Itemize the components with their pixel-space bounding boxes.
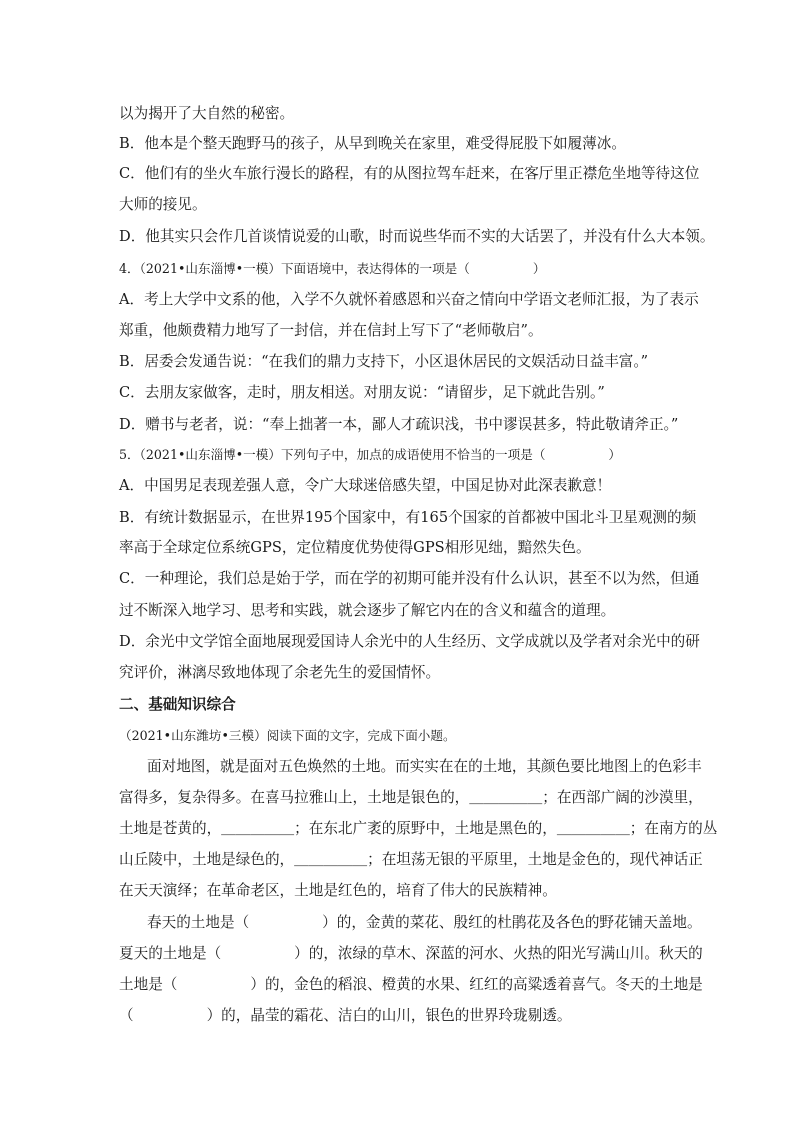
- q5-option-d: D．余光中文学馆全面地展现爱国诗人余光中的人生经历、文学成就以及学者对余光中的研: [119, 633, 700, 650]
- question-4: 4．（2021•山东淄博•一模）下面语境中，表达得体的一项是（ ）: [119, 261, 546, 276]
- q5-option-b-cont: 率高于全球定位系统GPS，定位精度优势使得GPS相形见绌，黯然失色。: [119, 539, 591, 556]
- passage-p2-line1: 春天的土地是（ ）的，金黄的菜花、殷红的杜鹃花及各色的野花铺天盖地。: [147, 914, 702, 931]
- section-heading: 二、基础知识综合: [119, 696, 236, 713]
- passage-p2-line2: 夏天的土地是（ ）的，浓绿的草木、深蓝的河水、火热的阳光写满山川。秋天的: [119, 945, 703, 962]
- line-1: 以为揭开了大自然的秘密。: [119, 105, 295, 122]
- passage-p2-line4: （ ）的，晶莹的霜花、洁白的山川，银色的世界玲珑剔透。: [119, 1007, 572, 1024]
- q5-option-c: C．一种理论，我们总是始于学，而在学的初期可能并没有什么认识，甚至不以为然，但通: [119, 570, 700, 587]
- option-b-line: B．他本是个整天跑野马的孩子，从早到晚关在家里，难受得屁股下如履薄冰。: [119, 135, 626, 152]
- q4-option-c: C．去朋友家做客，走时，朋友相送。对朋友说：“请留步，足下就此告别。”: [119, 384, 605, 401]
- q5-option-d-cont: 究评价，淋漓尽致地体现了余老先生的爱国情怀。: [119, 664, 441, 681]
- q5-option-c-cont: 过不断深入地学习、思考和实践，就会逐步了解它内在的含义和蕴含的道理。: [119, 602, 616, 619]
- q4-option-b: B．居委会发通告说：“在我们的鼎力支持下，小区退休居民的文娱活动日益丰富。”: [119, 353, 649, 370]
- q4-option-d: D．赠书与老者，说：“奉上拙著一本，鄙人才疏识浅，书中谬误甚多，特此敬请斧正。”: [119, 416, 679, 433]
- reading-instruction: （2021•山东潍坊•三模）阅读下面的文字，完成下面小题。: [119, 728, 456, 743]
- q5-option-a: A．中国男足表现差强人意，令广大球迷倍感失望，中国足协对此深表歉意！: [119, 477, 612, 494]
- passage-p1-line4: 山丘陵中，土地是绿色的，＿＿＿＿＿；在坦荡无银的平原里，土地是金色的，现代神话正: [119, 851, 703, 868]
- question-5: 5．（2021•山东淄博•一模）下列句子中，加点的成语使用不恰当的一项是（ ）: [119, 447, 621, 462]
- option-c-line: C．他们有的坐火车旅行漫长的路程，有的从图拉驾车赶来，在客厅里正襟危坐地等待这位: [119, 165, 700, 182]
- option-c-line-cont: 大师的接见。: [119, 196, 207, 213]
- passage-p1-line3: 土地是苍黄的，＿＿＿＿＿；在东北广袤的原野中，土地是黑色的，＿＿＿＿＿；在南方的丛: [119, 820, 718, 837]
- passage-p1-line5: 在天天演绎；在革命老区，土地是红色的，培育了伟大的民族精神。: [119, 882, 557, 899]
- passage-p1-line2: 富得多，复杂得多。在喜马拉雅山上，土地是银色的，＿＿＿＿＿；在西部广阔的沙漠里，: [119, 789, 703, 806]
- q5-option-b: B．有统计数据显示，在世界195个国家中，有165个国家的首都被中国北斗卫星观测的频: [119, 509, 697, 526]
- passage-p2-line3: 土地是（ ）的，金色的稻浪、橙黄的水果、红红的高粱透着喜气。冬天的土地是: [119, 976, 703, 993]
- q4-option-a: A．考上大学中文系的他，入学不久就怀着感恩和兴奋之情向中学语文老师汇报，为了表示: [119, 291, 699, 308]
- passage-p1-line1: 面对地图，就是面对五色焕然的土地。而实实在在的土地，其颜色要比地图上的色彩丰: [147, 758, 702, 775]
- q4-option-a-cont: 郑重，他颇费精力地写了一封信，并在信封上写下了“老师敬启”。: [119, 322, 543, 339]
- option-d-line: D．他其实只会作几首谈情说爱的山歌，时而说些华而不实的大话罢了，并没有什么大本领。: [119, 228, 715, 245]
